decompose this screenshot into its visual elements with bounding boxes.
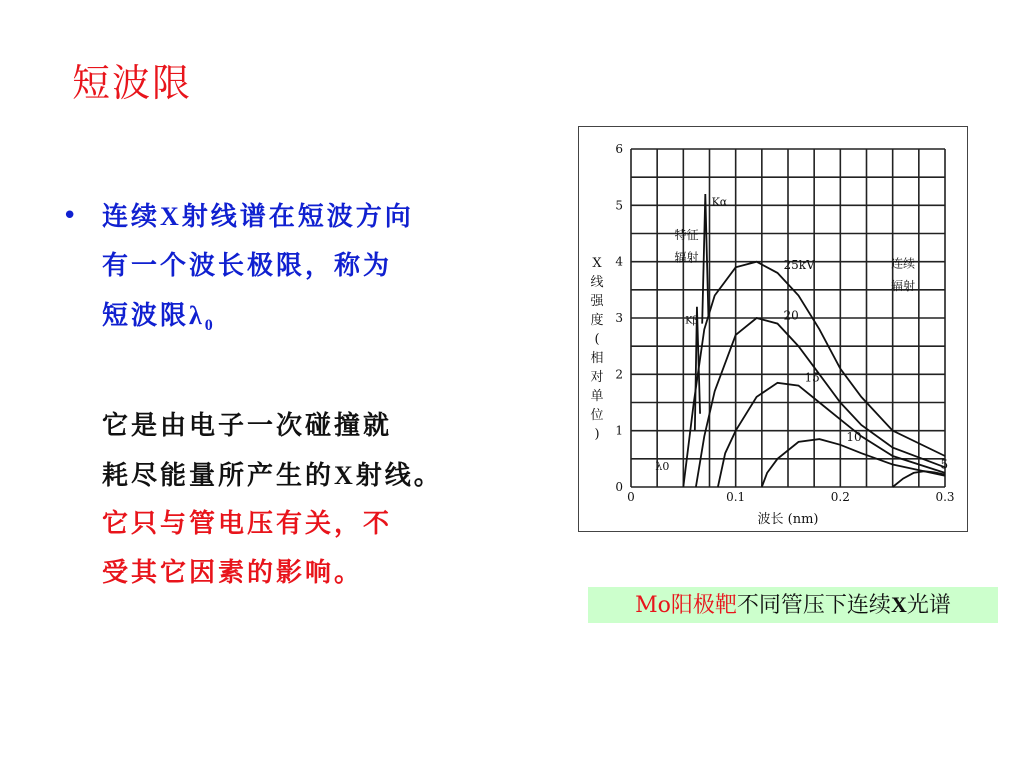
- y-axis-label-char: 相: [590, 351, 604, 366]
- x-tick-label: 0.2: [830, 490, 850, 504]
- y-axis-label-char: 线: [590, 275, 604, 290]
- y-tick-label: 1: [615, 423, 623, 438]
- series-label: 20: [783, 308, 799, 323]
- y-axis-label-char: (: [594, 332, 600, 347]
- y-tick-label: 0: [615, 480, 623, 494]
- y-tick-label: 3: [615, 311, 623, 325]
- y-axis-label-char: 位: [590, 408, 604, 423]
- bullet-line-1-pre: 连续: [102, 202, 161, 232]
- bullet-line-3: [102, 291, 522, 350]
- red-line-2: 受其它因素的影响。: [102, 558, 364, 588]
- y-tick-label: 4: [615, 254, 623, 269]
- lambda-symbol: λ: [189, 301, 205, 330]
- black-line-2: [102, 451, 522, 501]
- figure-caption: [588, 587, 998, 623]
- lambda0-label: λ0: [655, 460, 670, 474]
- black-line-2-x: X: [334, 461, 356, 490]
- bullet-line-1-x: X: [160, 202, 182, 231]
- y-tick-label: 6: [615, 142, 623, 156]
- series-line: [718, 383, 945, 487]
- y-tick-label: 2: [615, 367, 623, 382]
- caption-black-post: 光谱: [906, 593, 951, 618]
- series-label: 25kV: [783, 257, 815, 272]
- continuous-label-2: 辐射: [891, 278, 916, 293]
- characteristic-label-1: 特征: [674, 228, 699, 243]
- series-line: [762, 439, 945, 487]
- series-label: 15: [804, 370, 820, 385]
- y-axis-label-char: 对: [590, 370, 604, 385]
- spectrum-figure: [578, 126, 968, 532]
- ka-peak: [702, 194, 708, 324]
- y-axis-label-char: X: [592, 256, 602, 271]
- caption-red-part: Mo阳极靶: [635, 593, 737, 618]
- x-tick-label: 0.1: [726, 490, 746, 504]
- black-line-1: 它是由电子一次碰撞就: [102, 411, 393, 441]
- series-label: 5: [940, 457, 949, 472]
- red-line-1: 它只与管电压有关，不: [102, 509, 393, 539]
- bullet-symbol: •: [62, 201, 78, 231]
- y-axis-label-char: 强: [590, 294, 604, 309]
- ka-label: Kα: [711, 195, 728, 209]
- red-paragraph: [102, 500, 522, 598]
- x-axis-label: 波长 (nm): [757, 512, 819, 527]
- characteristic-label-2: 辐射: [674, 250, 699, 265]
- bullet-text: [102, 192, 522, 350]
- series-label: 10: [846, 429, 862, 444]
- y-axis-label-char: ): [594, 427, 600, 442]
- kb-label: Kβ: [685, 315, 699, 327]
- bullet-line-1-post: 射线谱在短波方向: [181, 202, 414, 232]
- y-axis-label-char: 度: [590, 313, 604, 328]
- black-paragraph: [102, 402, 522, 501]
- x-tick-label: 0.3: [935, 490, 955, 504]
- caption-x: X: [890, 592, 907, 617]
- bullet-line-3-pre: 短波限: [102, 301, 190, 331]
- continuous-label-1: 连续: [891, 256, 916, 271]
- black-line-2-pre: 耗尽能量所产生的: [102, 461, 335, 491]
- lambda-subscript: 0: [204, 317, 216, 335]
- spectrum-chart: [579, 127, 967, 531]
- y-axis-label-char: 单: [590, 389, 604, 404]
- bullet-line-2: 有一个波长极限，称为: [102, 251, 393, 281]
- x-tick-label: 0: [627, 490, 635, 504]
- y-tick-label: 5: [615, 198, 623, 213]
- caption-black-pre: 不同管压下连续: [736, 593, 891, 618]
- black-line-2-post: 射线。: [355, 461, 443, 491]
- bullet-line-1: [102, 192, 522, 242]
- slide-title: 短波限: [72, 61, 193, 105]
